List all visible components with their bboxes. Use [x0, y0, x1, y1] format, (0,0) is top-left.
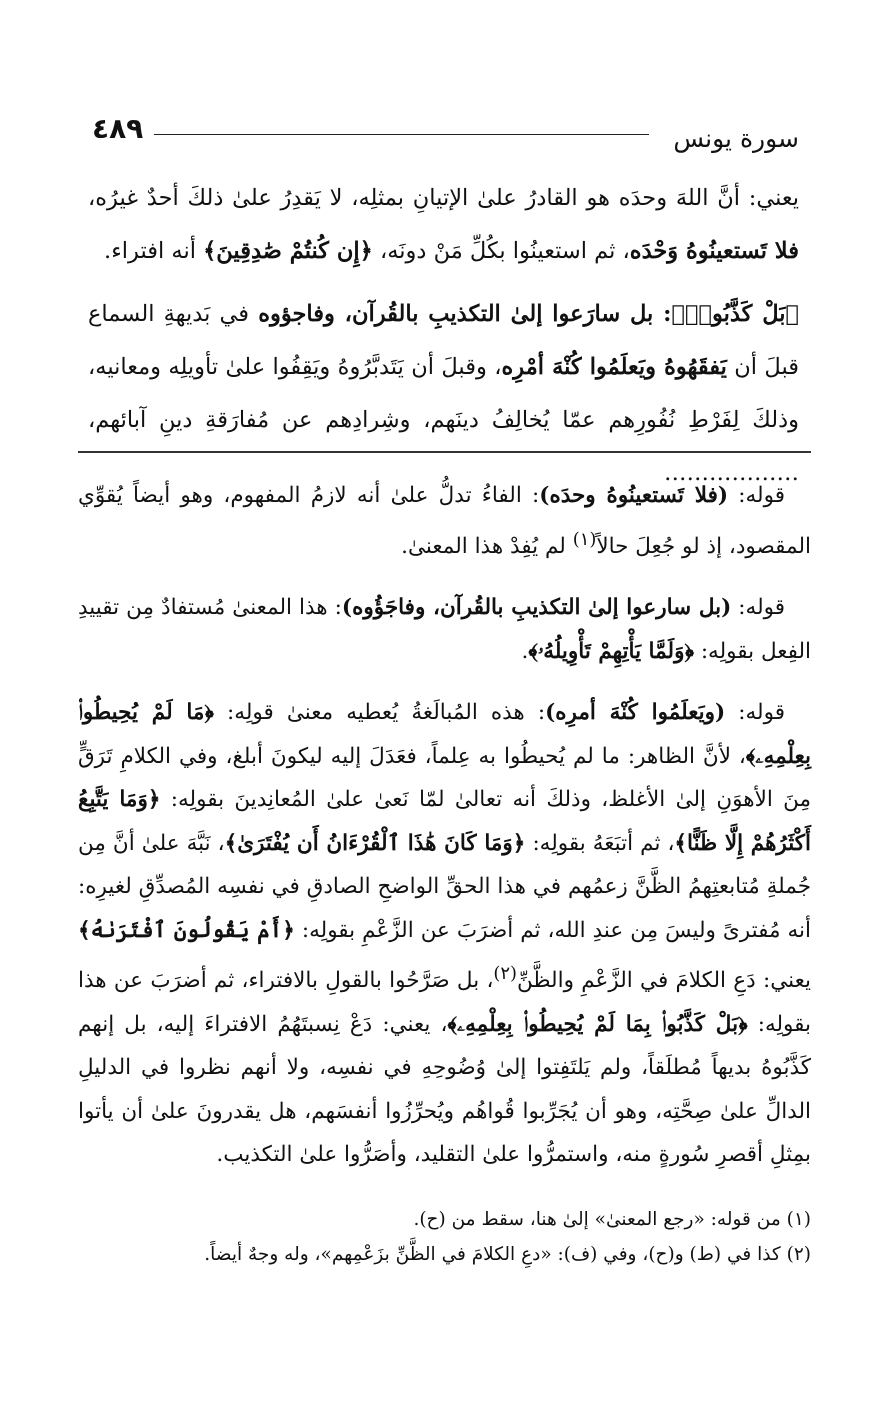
- text-span: : هذا المعنىٰ مُستفادٌ مِن تقييدِ الفِعل بقولِه:: [78, 595, 811, 664]
- main-paragraph: [88, 172, 799, 278]
- text-span: .: [521, 638, 529, 664]
- main-paragraph: [88, 288, 799, 500]
- commentary-paragraph: [78, 691, 811, 1177]
- footnote-ref: (٢): [493, 963, 518, 985]
- text-span: ، بل صَرَّحُوا بالقولِ بالافتراء، ثم أضرَبَ عن هذا بقولِه:: [78, 968, 812, 1037]
- continuation-dots: ………………: [664, 460, 799, 486]
- lemma: (ويَعلَمُوا كُنْهَ أمرِه): [545, 700, 726, 726]
- commentary-paragraph: [78, 586, 811, 673]
- text-span: لم يُفِدْ هذا المعنىٰ.: [401, 533, 573, 559]
- page-number: ٤٨٩: [92, 112, 144, 145]
- text-span: ، يعني: دَعْ نِسبتَهُمُ الافتراءَ إليه، بل إنهم كَذَّبُوهُ بديهاً مُطلَقاً، ولم يَلتَفِتوا إلىٰ وُضُوحِهِ في نفسِه، ولا أنهم نظروا في الدليلِ الدالِّ علىٰ صِحَّتِه، وهو أن يُجَرِّبوا قُواهُم ويُحرِّزُوا أنفسَهم، هل يقدرونَ علىٰ أن يأتوا بمِثلِ أقصرِ سُورةٍ منه، واستمرُّوا علىٰ التقليد، وأصَرُّوا علىٰ التكذيب.: [78, 1011, 812, 1168]
- quran-verse: ﴿وَمَا يَتَّبِعُ أَكْثَرُهُمْ إِلَّا ظَنًّا﴾: [78, 787, 811, 856]
- text-span: ، ثم أتبَعَهُ بقولِه:: [525, 830, 675, 856]
- lemma: (فلا تَستعينُوهُ وحدَه): [539, 483, 729, 508]
- quran-verse: ﴿مَا لَمْ يُحِيطُوا۟ بِعِلْمِهِۦ﴾: [78, 700, 811, 769]
- quran-verse: ﴿بَلْ كَذَّبُوا۟﴾: [671, 301, 799, 327]
- footnote: (٢) كذا في (ط) و(ح)، وفي (ف): «دعِ الكلامَ في الظَّنِّ بزَعْمِهم»، وله وجهٌ أيضاً.: [204, 1244, 811, 1265]
- quoted-phrase: : بل سارَعوا إلىٰ التكذيبِ بالقُرآن، وفاجؤوه: [258, 301, 672, 327]
- text-span: قوله:: [728, 483, 785, 508]
- commentary-paragraph: [78, 474, 811, 568]
- quran-verse: ﴿أَمْ يَقُولُونَ ٱفْتَرَىٰهُ﴾: [78, 917, 295, 943]
- quoted-phrase: فلا تَستعينُوهُ وَحْدَه: [629, 238, 799, 264]
- text-span: في بَديهةِ السماع قبلَ أن: [88, 301, 799, 380]
- section-divider: [78, 451, 811, 453]
- text-span: قوله:: [731, 595, 785, 621]
- quran-verse: ﴿إِن كُنتُمْ صَٰدِقِينَ﴾: [203, 238, 373, 264]
- text-span: : الفاءُ تدلُّ علىٰ أنه لازمُ المفهوم، وهو أيضاً يُقوِّي المقصود، إذ لو جُعِلَ حالاً: [78, 483, 811, 559]
- text-span: ، لأنَّ الظاهر: ما لم يُحيطُوا به عِلماً، فعَدَلَ إليه ليكونَ أبلغ، وفي الكلامِ تَرَقٍّ مِنَ الأهوَنِ إلىٰ الأغلظ، وذلكَ أنه تعالىٰ لمّا نَعىٰ علىٰ المُعانِدينَ بقولِه:: [78, 743, 812, 813]
- footnotes: [80, 1202, 811, 1272]
- quoted-phrase: يَفقَهُوهُ ويَعلَمُوا كُنْهَ أمْرِه: [501, 354, 727, 380]
- text-span: ، نَبَّهَ علىٰ أنَّ مِن جُملةِ مُتابعتِهمُ الظَّنَّ زعمُهم في هذا الحقِّ الواضحِ الصادقِ في نفسِه المُصدِّقِ لغيرِه: أنه مُفترىً وليسَ مِن عندِ الله، ثم أضرَبَ عن الزَّعْمِ بقولِه:: [78, 830, 811, 943]
- commentary-text: [78, 474, 811, 1195]
- text-span: ، ثم استعينُوا بكُلِّ مَنْ دونَه،: [372, 238, 630, 264]
- text-span: قوله:: [725, 700, 785, 726]
- text-span: ، وقبلَ أن يَتَدبَّرُوهُ ويَقِفُوا علىٰ تأويلِه ومعانيه، وذلكَ لِفَرْطِ نُفُورِهم عمّا يُخالِفُ دينَهم، وشِرادِهم عن مُفارَقةِ دينِ آبائهم،: [88, 354, 799, 433]
- footnote: (١) من قوله: «رجع المعنىٰ» إلىٰ هنا، سقط من (ح).: [413, 1209, 811, 1230]
- header-rule: [154, 134, 649, 135]
- text-span: : هذه المُبالَغةُ يُعطيه معنىٰ قولِه:: [213, 700, 546, 726]
- running-title: سورة يونس: [673, 124, 799, 153]
- text-span: أنه افتراء.: [104, 238, 204, 264]
- text-span: يعني: أنَّ اللهَ وحدَه هو القادرُ علىٰ الإتيانِ بمثلِه، لا يَقدِرُ علىٰ ذلكَ أحدٌ غيرُه،: [88, 185, 799, 211]
- text-span: يعني: دَعِ الكلامَ في الزَّعْمِ والظَّنِّ: [517, 968, 811, 994]
- quran-verse: ﴿وَمَا كَانَ هَٰذَا ٱلْقُرْءَانُ أَن يُفْتَرَىٰ﴾: [224, 830, 526, 856]
- page-header: [92, 112, 799, 162]
- lemma: (بل سارعوا إلىٰ التكذيبِ بالقُرآن، وفاجَؤُوه): [341, 595, 732, 621]
- quran-verse: ﴿بَلْ كَذَّبُوا۟ بِمَا لَمْ يُحِيطُوا۟ بِعِلْمِهِۦ﴾: [447, 1011, 748, 1037]
- footnote-ref: (١): [572, 528, 597, 550]
- quran-verse: ﴿وَلَمَّا يَأْتِهِمْ تَأْوِيلُهُۥ﴾: [528, 638, 694, 664]
